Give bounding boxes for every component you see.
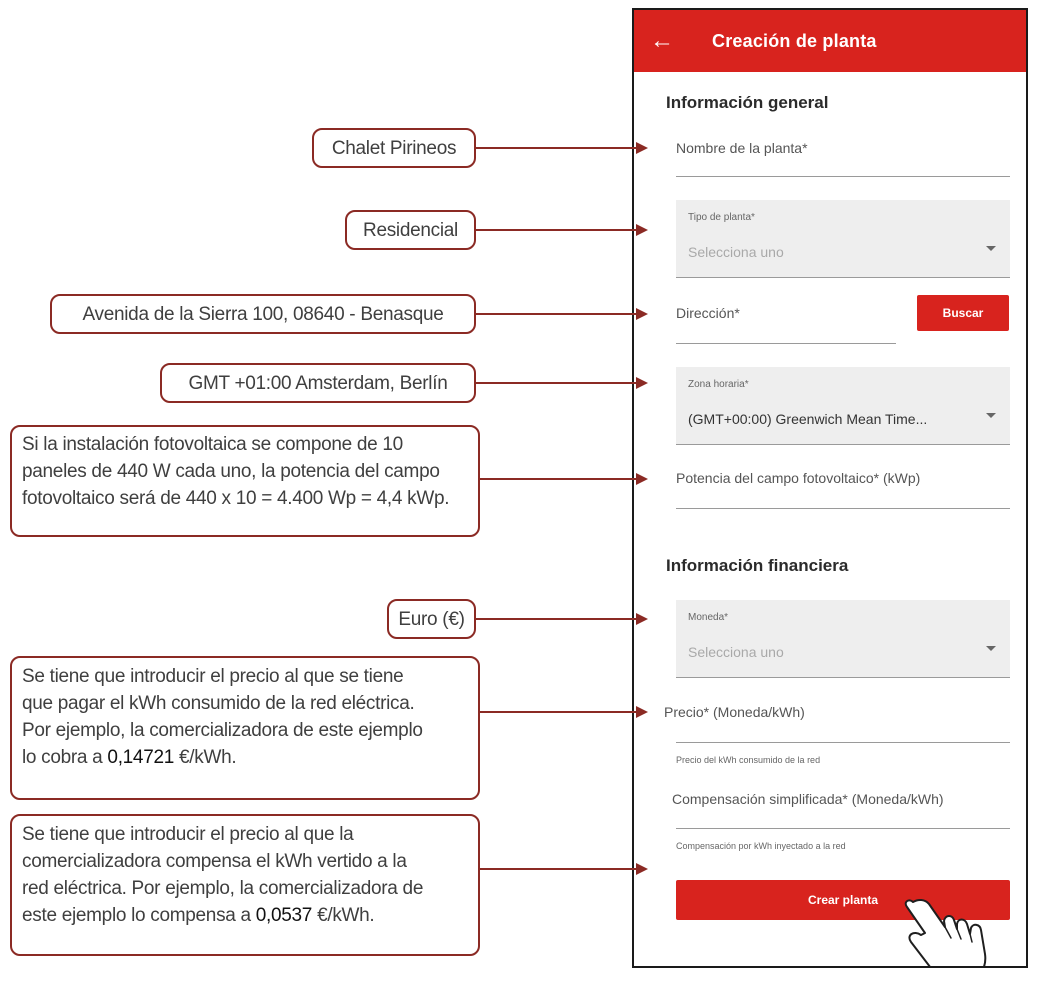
address-underline (676, 343, 896, 344)
arrow-price (480, 711, 638, 713)
address-field[interactable]: Dirección* (676, 305, 740, 321)
arrowhead-icon (636, 224, 648, 236)
callout-compensation-text: este ejemplo lo compensa a (22, 905, 256, 926)
arrow-address (476, 313, 638, 315)
arrowhead-icon (636, 142, 648, 154)
callout-price-line: Se tiene que introducir el precio al que se tiene (22, 666, 404, 687)
arrowhead-icon (636, 473, 648, 485)
timezone-select[interactable] (676, 367, 1010, 445)
app-bar (634, 10, 1026, 72)
callout-price-line: Por ejemplo, la comercializadora de este ejemplo (22, 720, 423, 741)
currency-label: Moneda* (688, 612, 729, 623)
arrow-plant-name (476, 147, 638, 149)
callout-plant-name: Chalet Pirineos (312, 128, 476, 168)
plant-type-select[interactable] (676, 200, 1010, 278)
callout-price-line: que pagar el kWh consumido de la red eléctrica. (22, 693, 415, 714)
plant-name-field[interactable]: Nombre de la planta* (676, 140, 808, 156)
arrowhead-icon (636, 706, 648, 718)
arrowhead-icon (636, 863, 648, 875)
price-field[interactable]: Precio* (Moneda/kWh) (664, 704, 805, 720)
callout-compensation-line: comercializadora compensa el kWh vertido a la (22, 851, 407, 872)
chevron-down-icon (986, 413, 996, 418)
phone-screen (632, 8, 1028, 968)
search-button[interactable]: Buscar (917, 295, 1009, 331)
currency-select[interactable] (676, 600, 1010, 678)
callout-price-line (22, 744, 468, 771)
arrowhead-icon (636, 308, 648, 320)
pv-power-underline (676, 508, 1010, 509)
timezone-value: (GMT+00:00) Greenwich Mean Time... (688, 411, 928, 427)
callout-price-text: lo cobra a (22, 747, 108, 768)
arrow-currency (476, 618, 638, 620)
callout-plant-type: Residencial (345, 210, 476, 250)
currency-placeholder: Selecciona uno (688, 644, 784, 660)
pv-power-field[interactable]: Potencia del campo fotovoltaico* (kWp) (676, 470, 921, 486)
callout-compensation-line (22, 902, 468, 929)
arrow-left-icon[interactable]: ← (650, 27, 674, 54)
callout-pv-power-line: fotovoltaico será de 440 x 10 = 4.400 Wp = 4,4 kWp. (22, 488, 450, 509)
price-helper-text: Precio del kWh consumido de la red (676, 755, 821, 765)
callout-compensation-value: 0,0537 (255, 905, 313, 926)
callout-compensation-line: Se tiene que introducir el precio al que la (22, 824, 354, 845)
compensation-helper-text: Compensación por kWh inyectado a la red (676, 841, 846, 851)
timezone-label: Zona horaria* (688, 379, 749, 390)
chevron-down-icon (986, 246, 996, 251)
callout-pv-power-line: paneles de 440 W cada uno, la potencia del campo (22, 461, 440, 482)
arrowhead-icon (636, 613, 648, 625)
create-plant-button[interactable]: Crear planta (676, 880, 1010, 920)
compensation-underline (676, 828, 1010, 829)
callout-currency: Euro (€) (387, 599, 476, 639)
compensation-field[interactable]: Compensación simplificada* (Moneda/kWh) (672, 791, 944, 807)
callout-pv-power (10, 425, 480, 537)
callout-price-value: 0,14721 (107, 747, 175, 768)
arrow-timezone (476, 382, 638, 384)
arrow-compensation (480, 868, 638, 870)
callout-compensation (10, 814, 480, 956)
callout-address: Avenida de la Sierra 100, 08640 - Benasque (50, 294, 476, 334)
section-title-financial: Información financiera (666, 556, 849, 575)
arrow-plant-type (476, 229, 638, 231)
plant-name-underline (676, 176, 1010, 177)
callout-pv-power-line: Si la instalación fotovoltaica se compone de 10 (22, 434, 403, 455)
callout-price (10, 656, 480, 800)
plant-type-label: Tipo de planta* (688, 212, 755, 223)
arrowhead-icon (636, 377, 648, 389)
arrow-pv-power (480, 478, 638, 480)
callout-compensation-line: red eléctrica. Por ejemplo, la comercializadora de (22, 878, 424, 899)
chevron-down-icon (986, 646, 996, 651)
callout-price-unit: €/kWh. (174, 747, 237, 768)
price-underline (676, 742, 1010, 743)
pointing-hand-icon (899, 890, 994, 968)
plant-type-placeholder: Selecciona uno (688, 244, 784, 260)
section-title-general: Información general (666, 93, 829, 112)
callout-compensation-unit: €/kWh. (312, 905, 375, 926)
page-title: Creación de planta (712, 30, 877, 51)
callout-timezone: GMT +01:00 Amsterdam, Berlín (160, 363, 476, 403)
